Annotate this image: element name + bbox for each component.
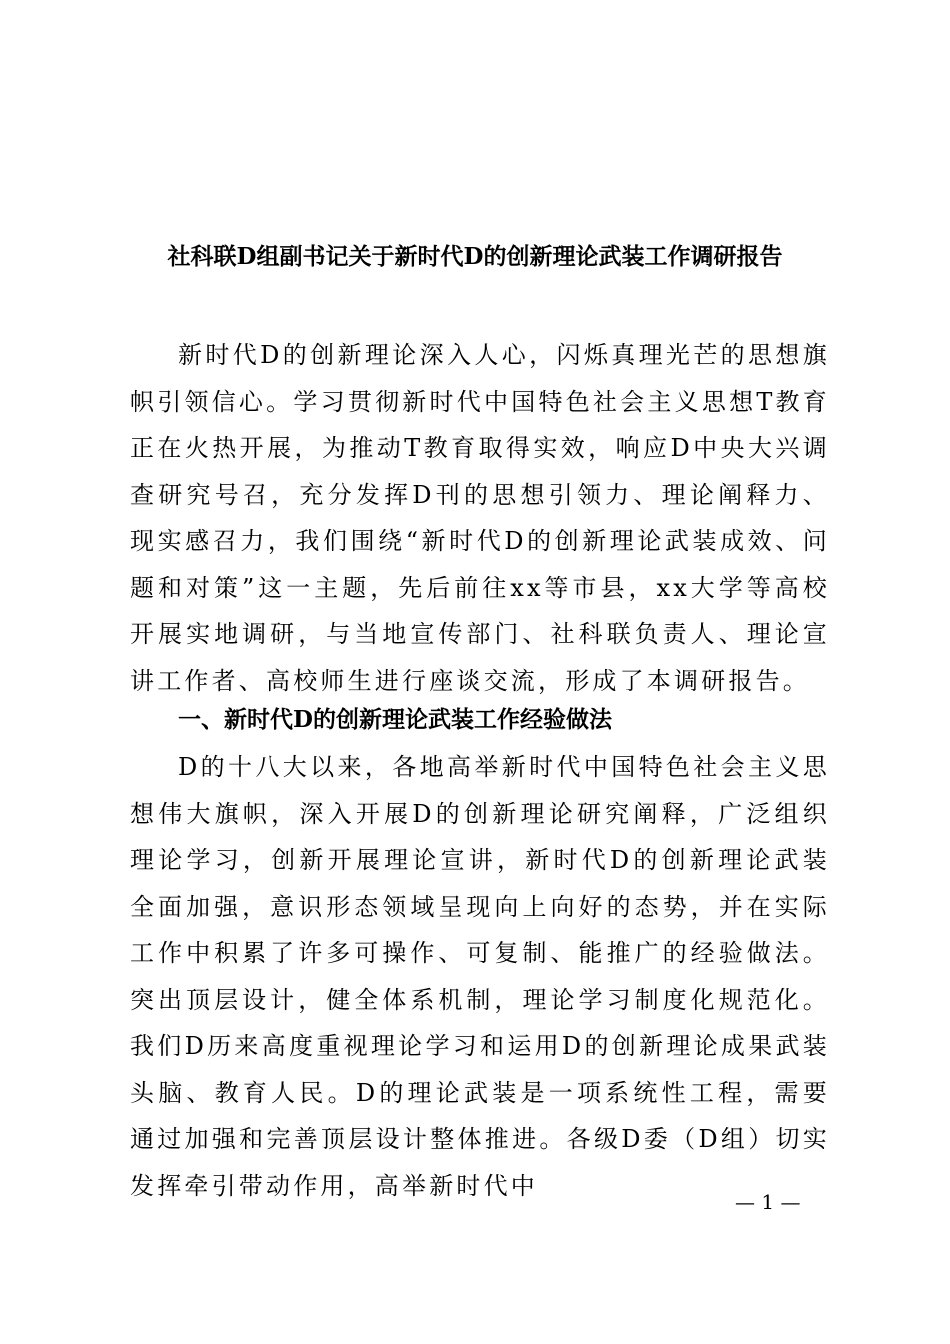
- paragraph-experience: D的十八大以来，各地高举新时代中国特色社会主义思想伟大旗帜，深入开展D的创新理论研究阐释，广泛组织理论学习，创新开展理论宣讲，新时代D的创新理论武装全面加强，意识形态领域呈现向上向好的态势，并在实际工作中积累了许多可操作、可复制、能推广的经验做法。突出顶层设计，健全体系机制，理论学习制度化规范化。我们D历来高度重视理论学习和运用D的创新理论成果武装头脑、教育人民。D的理论武装是一项系统性工程，需要通过加强和完善顶层设计整体推进。各级D委（D组）切实发挥牵引带动作用，高举新时代中: [130, 753, 830, 1200]
- page-number: — 1 —: [735, 1190, 801, 1214]
- paragraph-intro: 新时代D的创新理论深入人心，闪烁真理光芒的思想旗帜引领信心。学习贯彻新时代中国特色社会主义思想T教育正在火热开展，为推动T教育取得实效，响应D中央大兴调查研究号召，充分发挥D刊的思想引领力、理论阐释力、现实感召力，我们围绕“新时代D的创新理论武装成效、问题和对策”这一主题，先后前往xx等市县，xx大学等高校开展实地调研，与当地宣传部门、社科联负责人、理论宣讲工作者、高校师生进行座谈交流，形成了本调研报告。: [130, 341, 830, 695]
- document-title: 社科联D组副书记关于新时代D的创新理论武装工作调研报告: [167, 243, 783, 270]
- section-heading-1: 一、新时代D的创新理论武装工作经验做法: [178, 706, 612, 733]
